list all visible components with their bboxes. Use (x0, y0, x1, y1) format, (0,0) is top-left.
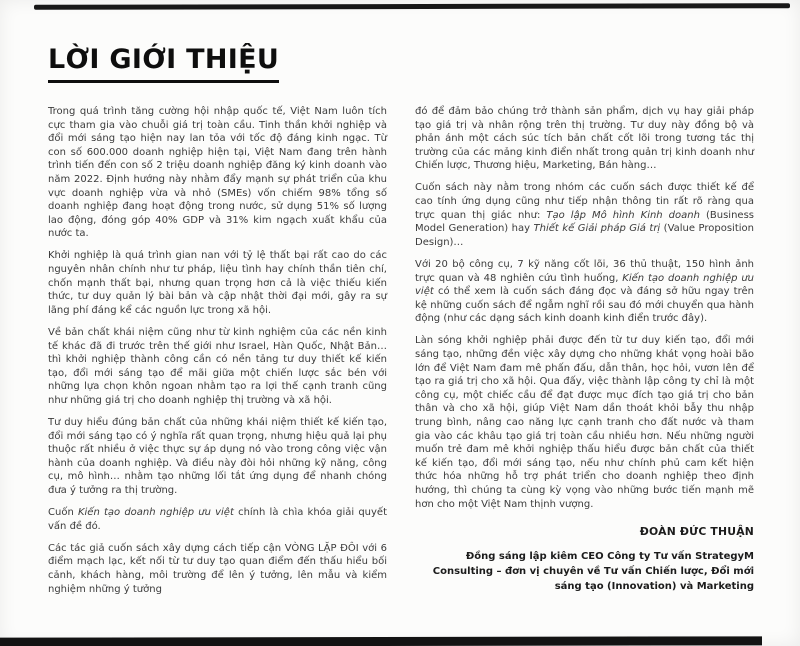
paragraph: Tư duy hiểu đúng bản chất của những khái niệm thiết kế kiến tạo, đổi mới sáng tạo có ý nghĩa rất quan trọng, nhưng hiệu quả lại phụ thuộc rất nhiều ở việc thực sự áp dụng nó vào trong công việc vận hành của doanh nghiệp. Và điều này đòi hỏi những kỹ năng, công cụ, mô hình… nhằm tạo những lối tắt ứng dụng để nhanh chóng đưa ý tưởng ra thị trường. (48, 416, 387, 496)
paragraph: Khởi nghiệp là quá trình gian nan với tỷ lệ thất bại rất cao do các nguyên nhân chính như tư pháp, liệu tình hay chính thần tiên chí, chốn mạnh thất bại, nhưng quan trọng hơn cả là việc thiếu kiến thức, tư duy quản lý bài bản và cập nhật thời đại mới, gây ra sự lãng phí đáng kể các nguồn lực trong xã hội. (48, 250, 387, 316)
left-column (48, 105, 387, 605)
author-role: Đồng sáng lập kiêm CEO Công ty Tư vấn StrategyM Consulting – đơn vị chuyên về Tư vấn Chiến lược, Đổi mới sáng tạo (Innovation) và Marketing (432, 550, 754, 592)
paragraph: đó để đảm bảo chúng trở thành sản phẩm, dịch vụ hay giải pháp tạo giá trị và nhân rộng trên thị trường. Tư duy này đồng bộ và phản ánh một cách súc tích bản chất cốt lõi trong tương tác thị trường của các mảng kinh điển nhất trong quản trị kinh doanh như Chiến lược, Thương hiệu, Marketing, Bán hàng… (415, 106, 754, 172)
text-segment: Cuốn sách này nằm trong nhóm các cuốn sách được thiết kế để cao tính ứng dụng cũng như tiếp nhận thông tin rất rõ ràng qua trực quan thị giác như: (415, 182, 754, 221)
signature-block (415, 525, 754, 594)
book-title-italic: Tạo lập Mô hình Kinh doanh (546, 209, 700, 221)
text-segment: chính là chìa khóa giải quyết vấn đề đó. (48, 507, 387, 532)
paragraph: Trong quá trình tăng cường hội nhập quốc tế, Việt Nam luôn tích cực tham gia vào chuỗi giá trị toàn cầu. Tinh thần khởi nghiệp và đổi mới sáng tạo hiện nay lan tỏa với tốc độ đáng kinh ngạc. Từ con số 600.000 doanh nghiệp hiện tại, Việt Nam đang trên hành trình tiến đến con số 2 triệu doanh nghiệp đăng ký kinh doanh vào năm 2022. Định hướng này nhằm đẩy mạnh sự phát triển của khu vực doanh nghiệp vừa và nhỏ (SMEs) vốn chiếm 98% tổng số doanh nghiệp đang hoạt động trong nước, sử dụng 51% số lượng lao động, đóng góp 40% GDP và 31% kim ngạch xuất khẩu của nước ta. (48, 106, 387, 240)
paragraph: Về bản chất khái niệm cũng như từ kinh nghiệm của các nền kinh tế khác đã đi trước trên thế giới như Israel, Hàn Quốc, Nhật Bản… thì khởi nghiệp thành công cần có nền tảng tư duy thiết kế kiến tạo, đổi mới sáng tạo để mãi giữa một chiến lược sắc bén với những lựa chọn khôn ngoan nhằm tạo ra lợi thế cạnh tranh cũng như những giá trị cho doanh nghiệp thị trường và xã hội. (48, 326, 387, 406)
paragraph: Các tác giả cuốn sách xây dựng cách tiếp cận VÒNG LẶP ĐÔI với 6 điểm mạch lạc, kết nối từ tư duy tạo quan điểm đến thấu hiểu bối cảnh, khách hàng, môi trường để lên ý tưởng, lên mẫu và kiểm nghiệm những ý tưởng (48, 542, 387, 595)
text-segment: (Value Proposition Design)… (415, 223, 754, 248)
scan-edge-top (34, 3, 790, 10)
author-name: ĐOÀN ĐỨC THUẬN (639, 525, 754, 539)
book-title-italic: Kiến tạo doanh nghiệp ưu việt (415, 272, 754, 298)
paragraph (48, 506, 387, 533)
scan-edge-bottom (0, 636, 762, 646)
right-column (415, 105, 754, 605)
page-title: LỜI GIỚI THIỆU (48, 44, 279, 83)
book-title-italic: Thiết kế Giải pháp Giá trị (533, 223, 661, 235)
two-column-layout (48, 105, 754, 605)
text-segment: (Business Model Generation) hay (415, 209, 754, 235)
paragraph: Làn sóng khởi nghiệp phải được đến từ tư duy kiến tạo, đổi mới sáng tạo, những đền việc xây dựng cho những khát vọng hoài bão lớn để Việt Nam đam mê phấn đấu, dẫn thân, học hỏi, vươn lên để tạo ra giá trị cho xã hội. Qua đấy, việc thành lập công ty chỉ là một công cụ, một chiếc cầu để đạt được mục đích tạo giá trị cho bản thân và cho xã hội, giúp Việt Nam dần thoát khỏi bẫy thu nhập trung bình, nâng cao năng lực cạnh tranh cho đất nước và tham gia vào các khâu tạo giá trị toàn cầu nhiều hơn. Nếu những người muốn trẻ đam mê khởi nghiệp thấu hiểu được bản chất của thiết kế kiến tạo, đổi mới sáng tạo, nếu như chính phủ cam kết hiện thức hóa những hỗ trợ phát triển cho doanh nghiệp theo định hướng, thì chúng ta cùng kỳ vọng vào những bước tiến mạnh mẽ hơn cho một Việt Nam thịnh vượng. (415, 335, 754, 510)
paragraph (415, 258, 754, 326)
book-title-italic: Kiến tạo doanh nghiệp ưu việt (77, 507, 234, 519)
text-segment: Với 20 bộ công cụ, 7 kỹ năng cốt lõi, 36 thủ thuật, 150 hình ảnh trực quan và 48 nghiên cứu tình huống, (415, 258, 754, 284)
text-segment: có thể xem là cuốn sách đáng đọc và đáng sở hữu ngay trên kệ những cuốn sách để ngẫm nghĩ rồi sau đó mới chuyển qua hành động (như các dạng sách kinh doanh kinh điển trước đây). (415, 286, 754, 325)
text-segment: Cuốn (48, 507, 78, 519)
page-content (48, 44, 754, 605)
paragraph (415, 181, 754, 249)
